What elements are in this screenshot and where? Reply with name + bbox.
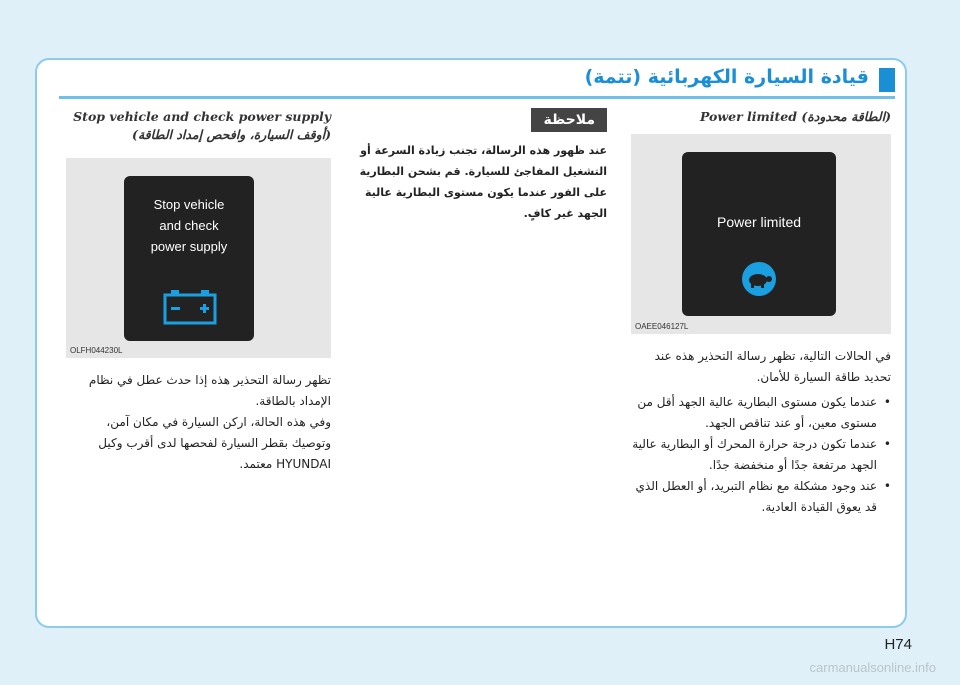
list-item: • عندما تكون درجة حرارة المحرك أو البطارية عالية الجهد مرتفعة جدًا أو منخفضة جدًا. bbox=[631, 434, 891, 476]
stop-vehicle-heading-arabic: (أوقف السيارة، وافحص إمداد الطاقة) bbox=[132, 127, 331, 142]
figure-code: OLFH044230L bbox=[70, 346, 123, 355]
power-limited-figure bbox=[631, 134, 891, 334]
cluster-display bbox=[682, 152, 836, 316]
page-number: H74 bbox=[884, 636, 912, 653]
title-marker bbox=[879, 68, 895, 92]
power-limited-heading: (الطاقة محدودة) Power limited bbox=[699, 109, 891, 124]
section-title-bar bbox=[59, 66, 895, 99]
stop-vehicle-display-text: Stop vehicle and check power supply bbox=[150, 197, 228, 254]
watermark: carmanualsonline.info bbox=[809, 660, 936, 675]
cluster-display bbox=[124, 176, 254, 341]
note-badge: ملاحظة bbox=[531, 108, 607, 132]
battery-icon bbox=[163, 289, 217, 325]
power-limited-display-text: Power limited bbox=[716, 214, 802, 230]
manual-page bbox=[35, 58, 907, 628]
stop-vehicle-column bbox=[66, 108, 331, 475]
note-column bbox=[342, 108, 607, 224]
power-limited-conditions bbox=[631, 392, 891, 518]
note-text: عند ظهور هذه الرسالة، تجنب زيادة السرعة أو التشغيل المفاجئ للسيارة. قم بشحن البطارية على الفور عندما يكون مستوى البطارية عالية الجهد غير كافٍ. bbox=[359, 144, 607, 220]
power-limited-intro: في الحالات التالية، تظهر رسالة التحذير هذه عند تحديد طاقة السيارة للأمان. bbox=[654, 349, 891, 384]
list-item: • عندما يكون مستوى البطارية عالية الجهد أقل من مستوى معين، أو عند تناقص الجهد. bbox=[631, 392, 891, 434]
stop-vehicle-heading: Stop vehicle and check power supply bbox=[73, 109, 331, 124]
stop-vehicle-body: تظهر رسالة التحذير هذه إذا حدث عطل في نظام الإمداد بالطاقة. وفي هذه الحالة، اركن السيارة في مكان آمن، وتوصيك بقطر السيارة لفحصها لدى أقرب وكيل HYUNDAI معتمد. bbox=[88, 373, 331, 471]
turtle-icon bbox=[740, 260, 778, 298]
power-limited-column bbox=[631, 108, 891, 518]
list-item: • عند وجود مشكلة مع نظام التبريد، أو العطل الذي قد يعوق القيادة العادية. bbox=[631, 476, 891, 518]
figure-code: OAEE046127L bbox=[635, 322, 689, 331]
stop-vehicle-figure bbox=[66, 158, 331, 358]
section-title: قيادة السيارة الكهربائية (تتمة) bbox=[584, 66, 869, 88]
